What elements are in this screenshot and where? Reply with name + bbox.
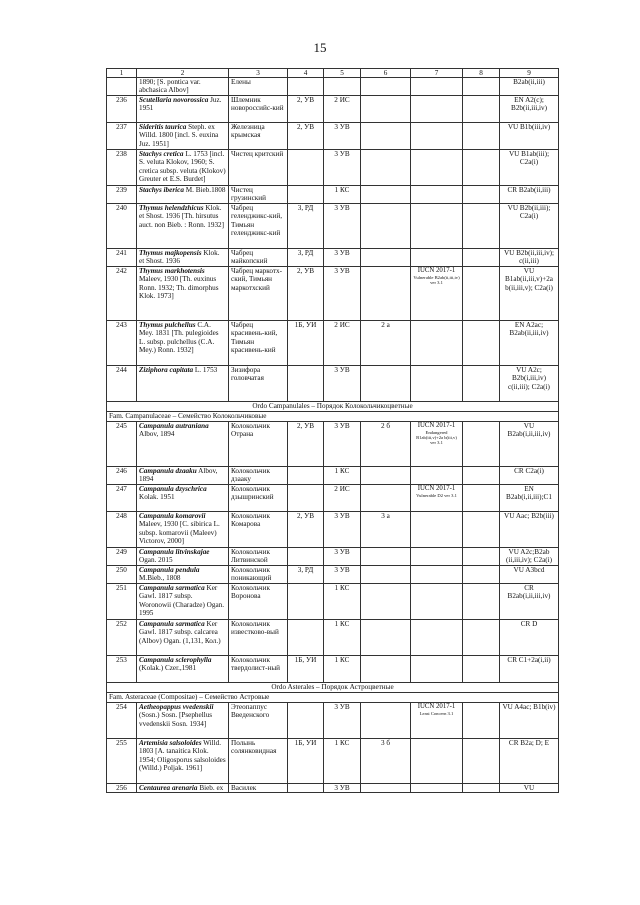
species-latin-name: Campanula autraniana	[139, 422, 209, 431]
latin-name-cell	[137, 784, 229, 793]
col-header: 9	[500, 69, 559, 78]
iucn-detail: Vulnerable B2ab(ii,iii,iv) ver 3.1	[413, 275, 460, 286]
latin-name-cell	[137, 739, 229, 784]
russian-name: Железница крымская	[229, 123, 288, 150]
latin-name-cell	[137, 96, 229, 123]
species-author: M.Bieb., 1808	[139, 574, 181, 583]
order-title: Ordo Asterales – Порядок Астроцветные	[107, 683, 559, 693]
status-col5: 3 УВ	[324, 566, 361, 584]
species-latin-name: Ziziphora capitata	[139, 366, 194, 375]
iucn-cell	[411, 467, 463, 485]
status-col5: 1 КС	[324, 620, 361, 656]
species-latin-name: Campanula sarmatica	[139, 584, 205, 593]
status-col8	[463, 78, 500, 96]
species-author: Klok. et Shost. 1936 [Th. hirsutus auct. non Bieb. : Ronn. 1932]	[139, 204, 225, 229]
category-cell: CR C2a(i)	[500, 467, 559, 485]
latin-name-cell	[137, 566, 229, 584]
status-col5: 3 УВ	[324, 150, 361, 186]
species-latin-name: Stachys cretica	[139, 150, 184, 159]
status-col6	[361, 620, 411, 656]
latin-name-cell	[137, 548, 229, 566]
species-latin-name: Campanula dzyschrica	[139, 485, 207, 494]
status-col4: 2, УВ	[288, 96, 324, 123]
status-col8	[463, 485, 500, 512]
status-col6	[361, 784, 411, 793]
table-row	[107, 150, 559, 186]
iucn-detail: Vulnerable D2 ver 3.1	[416, 493, 457, 499]
iucn-cell	[411, 422, 463, 467]
status-col5: 3 УВ	[324, 703, 361, 739]
page-number: 15	[313, 40, 327, 55]
status-col5: 3 УВ	[324, 267, 361, 321]
species-author: Maleev, 1930 [Th. euxinus Ronn. 1932; Th. dimorphus Klok. 1973]	[139, 275, 219, 300]
table-row	[107, 584, 559, 620]
status-col4	[288, 620, 324, 656]
col-header: 3	[229, 69, 288, 78]
row-number: 243	[107, 321, 137, 366]
species-author: L. 1753 [incl. S. velutа Klokov, 1960; S. cretica subsp. velutа (Klokov) Greuter et E.S. Burdet]	[139, 150, 226, 183]
species-author: M. Bieb.1808	[185, 186, 226, 195]
family-title: Fam. Campanulaceae – Семейство Колокольчиковые	[107, 412, 559, 422]
iucn-detail: Endangered B1ab(iii,v)+2a b(iii,v) ver 3.1	[416, 430, 457, 446]
category-cell: VU B1ab(iii); C2a(i)	[500, 150, 559, 186]
category-cell: VU A3bcd	[500, 566, 559, 584]
row-number: 245	[107, 422, 137, 467]
species-author: Klok. et Shost. 1936	[139, 249, 220, 266]
status-col6	[361, 467, 411, 485]
col-header: 4	[288, 69, 324, 78]
status-col4	[288, 703, 324, 739]
status-col8	[463, 422, 500, 467]
status-col4	[288, 584, 324, 620]
status-col4	[288, 784, 324, 793]
row-number: 252	[107, 620, 137, 656]
species-author: Ogan. 2015	[139, 556, 173, 565]
iucn-cell	[411, 267, 463, 321]
species-author: Albov, 1894	[139, 430, 175, 439]
iucn-cell	[411, 656, 463, 683]
status-col6	[361, 78, 411, 96]
iucn-cell	[411, 485, 463, 512]
category-cell: EN A2(c); B2b(ii,iii,iv)	[500, 96, 559, 123]
status-col4	[288, 186, 324, 204]
status-col4: 1Б, УИ	[288, 321, 324, 366]
iucn-label: IUCN 2017-1	[417, 267, 456, 275]
latin-name-cell	[137, 267, 229, 321]
iucn-cell	[411, 78, 463, 96]
category-cell: VU B2ab(i,ii,iii,iv)	[500, 422, 559, 467]
status-col8	[463, 150, 500, 186]
status-col4	[288, 548, 324, 566]
status-col6	[361, 703, 411, 739]
status-col8	[463, 620, 500, 656]
latin-name-cell	[137, 150, 229, 186]
status-col5: 1 КС	[324, 584, 361, 620]
status-col5: 3 УВ	[324, 784, 361, 793]
status-col6: 2 б	[361, 422, 411, 467]
latin-name-cell	[137, 656, 229, 683]
species-author: Ker Gawl. 1817 subsp. calcarea (Albov) Ogan. (1,131, Кол.)	[139, 620, 221, 645]
status-col4: 1Б, УИ	[288, 739, 324, 784]
status-col5: 3 УВ	[324, 204, 361, 249]
category-cell: VU A2c; B2b(i,iii,iv) c(ii,iii); C2a(i)	[500, 366, 559, 402]
russian-name: Колокольчик Комарова	[229, 512, 288, 548]
category-cell: VU A4ac; B1b(iv)	[500, 703, 559, 739]
status-col5: 2 ИС	[324, 321, 361, 366]
latin-name-cell	[137, 512, 229, 548]
status-col5: 1 КС	[324, 186, 361, 204]
status-col5: 3 УВ	[324, 512, 361, 548]
status-col8	[463, 656, 500, 683]
latin-name-cell	[137, 78, 229, 96]
status-col6	[361, 204, 411, 249]
species-latin-name: Campanula sclerophylla	[139, 656, 212, 665]
russian-name: Колокольчик Отрана	[229, 422, 288, 467]
table-row	[107, 512, 559, 548]
species-author: (Sosn.) Sosn. [Psephellus vvedenskii Sosn. 1934]	[139, 711, 213, 728]
russian-name: Колокольчик Воронова	[229, 584, 288, 620]
table-row	[107, 249, 559, 267]
species-author: (Kolak.) Czer.,1981	[139, 664, 197, 673]
row-number: 249	[107, 548, 137, 566]
status-col8	[463, 512, 500, 548]
row-number: 254	[107, 703, 137, 739]
section-row	[107, 402, 559, 412]
species-latin-name: Campanula dzaaku	[139, 467, 197, 476]
table-body	[107, 69, 559, 793]
species-author: Ker Gawl. 1817 subsp. Woronowii (Charadze) Ogan. 1995	[139, 584, 225, 617]
row-number: 240	[107, 204, 137, 249]
status-col4: 1Б, УИ	[288, 656, 324, 683]
iucn-cell	[411, 96, 463, 123]
species-author: Maleev, 1930 [C. sibirica L. subsp. komarovii (Maleev) Victorov, 2000]	[139, 520, 220, 545]
table-row	[107, 485, 559, 512]
category-cell: CR D	[500, 620, 559, 656]
iucn-cell	[411, 620, 463, 656]
russian-name: Чабрец геленджикс-кий, Тимьян геленджикс-кий	[229, 204, 288, 249]
russian-name: Колокольчик Литвинской	[229, 548, 288, 566]
status-col6: 2 а	[361, 321, 411, 366]
status-col5: 3 УВ	[324, 422, 361, 467]
col-header: 8	[463, 69, 500, 78]
row-number: 238	[107, 150, 137, 186]
col-header: 7	[411, 69, 463, 78]
species-latin-name: Sideritis taurica	[139, 123, 187, 132]
status-col8	[463, 566, 500, 584]
iucn-detail: Least Concern 3.1	[419, 711, 454, 717]
iucn-cell	[411, 321, 463, 366]
russian-name: Колокольчик известково-вый	[229, 620, 288, 656]
russian-name: Зизифора головчатая	[229, 366, 288, 402]
status-col6	[361, 123, 411, 150]
section-row	[107, 683, 559, 693]
species-author: Steph. ex Willd. 1800 [incl. S. euxina Juz. 1951]	[139, 123, 219, 148]
table-row	[107, 267, 559, 321]
status-col6	[361, 267, 411, 321]
status-col5: 3 УВ	[324, 249, 361, 267]
species-author: 1890; [S. pontica var. abchasica Albov]	[139, 78, 201, 95]
row-number: 236	[107, 96, 137, 123]
iucn-cell	[411, 784, 463, 793]
status-col4	[288, 150, 324, 186]
status-col6	[361, 186, 411, 204]
latin-name-cell	[137, 249, 229, 267]
status-col5: 1 КС	[324, 739, 361, 784]
table-row	[107, 566, 559, 584]
status-col8	[463, 548, 500, 566]
russian-name: Колокольчик дзааку	[229, 467, 288, 485]
russian-name: Колокольчик твердолист-ный	[229, 656, 288, 683]
status-col8	[463, 267, 500, 321]
header-row	[107, 69, 559, 78]
status-col8	[463, 96, 500, 123]
latin-name-cell	[137, 186, 229, 204]
category-cell: EN A2ac; B2ab(ii,iii,iv)	[500, 321, 559, 366]
latin-name-cell	[137, 467, 229, 485]
table-row	[107, 186, 559, 204]
status-col4: 3, РД	[288, 204, 324, 249]
russian-name: Чабрец майкопский	[229, 249, 288, 267]
iucn-cell	[411, 584, 463, 620]
iucn-cell	[411, 739, 463, 784]
status-col4	[288, 366, 324, 402]
status-col8	[463, 584, 500, 620]
status-col5: 3 УВ	[324, 366, 361, 402]
russian-name: Елены	[229, 78, 288, 96]
latin-name-cell	[137, 366, 229, 402]
status-col6	[361, 249, 411, 267]
species-latin-name: Aetheopappus vvedenskii	[139, 703, 214, 712]
iucn-cell	[411, 548, 463, 566]
row-number: 242	[107, 267, 137, 321]
species-latin-name: Centaurea arenaria	[139, 784, 198, 793]
species-latin-name: Campanula sarmatica	[139, 620, 205, 629]
status-col8	[463, 321, 500, 366]
status-col8	[463, 249, 500, 267]
iucn-cell	[411, 204, 463, 249]
status-col8	[463, 703, 500, 739]
table-row	[107, 78, 559, 96]
status-col5: 3 УВ	[324, 123, 361, 150]
species-author: Kolak. 1951	[139, 493, 175, 502]
row-number: 251	[107, 584, 137, 620]
status-col4: 2, УВ	[288, 512, 324, 548]
iucn-cell	[411, 366, 463, 402]
table-row	[107, 703, 559, 739]
table-row	[107, 366, 559, 402]
status-col8	[463, 186, 500, 204]
status-col8	[463, 123, 500, 150]
row-number: 248	[107, 512, 137, 548]
status-col8	[463, 784, 500, 793]
species-latin-name: Campanula litvinskajae	[139, 548, 210, 557]
species-author: Juz. 1951	[139, 96, 222, 113]
iucn-cell	[411, 186, 463, 204]
russian-name: Колокольчик поникающий	[229, 566, 288, 584]
latin-name-cell	[137, 485, 229, 512]
category-cell: B2ab(ii,iii)	[500, 78, 559, 96]
russian-name: Шлемник новороссийс-кий	[229, 96, 288, 123]
status-col5: 1 КС	[324, 467, 361, 485]
status-col5: 3 УВ	[324, 548, 361, 566]
family-title: Fam. Asteraceae (Compositae) – Семейство Астровые	[107, 693, 559, 703]
status-col6	[361, 566, 411, 584]
family-row	[107, 412, 559, 422]
category-cell: VU B2b(ii,iii); C2a(i)	[500, 204, 559, 249]
status-col4: 3, РД	[288, 566, 324, 584]
species-latin-name: Thymus markhotensis	[139, 267, 205, 276]
row-number: 253	[107, 656, 137, 683]
iucn-cell	[411, 512, 463, 548]
species-latin-name: Campanula pendula	[139, 566, 200, 575]
status-col4: 2, УВ	[288, 123, 324, 150]
iucn-label: IUCN 2017-1	[417, 485, 456, 493]
russian-name: Василек	[229, 784, 288, 793]
category-cell: VU	[500, 784, 559, 793]
row-number: 247	[107, 485, 137, 512]
species-author: Willd. 1803 [A. tanaitica Klok. 1954; Oligosporus salsoloides (Willd.) Poljak. 1961]	[139, 739, 226, 772]
category-cell: VU Aac; B2b(iii)	[500, 512, 559, 548]
table-row	[107, 656, 559, 683]
row-number: 237	[107, 123, 137, 150]
row-number: 256	[107, 784, 137, 793]
order-title: Ordo Campanulales – Порядок Колокольчикоцветные	[107, 402, 559, 412]
red-list-table	[106, 68, 559, 793]
status-col6	[361, 548, 411, 566]
species-latin-name: Campanula komarovii	[139, 512, 206, 521]
category-cell: CR C1+2a(i,ii)	[500, 656, 559, 683]
iucn-label: IUCN 2017-1	[417, 703, 456, 711]
status-col8	[463, 204, 500, 249]
status-col4: 2, УВ	[288, 422, 324, 467]
status-col6	[361, 485, 411, 512]
status-col4: 3, РД	[288, 249, 324, 267]
status-col4: 2, УВ	[288, 267, 324, 321]
category-cell: VU B1b(iii,iv)	[500, 123, 559, 150]
species-latin-name: Scutellaria novorossica	[139, 96, 209, 105]
row-number: 255	[107, 739, 137, 784]
family-row	[107, 693, 559, 703]
latin-name-cell	[137, 123, 229, 150]
table-row	[107, 620, 559, 656]
russian-name: Чабрец маркотх-ский, Тимьян маркотхский	[229, 267, 288, 321]
category-cell: CR B2a; D; E	[500, 739, 559, 784]
latin-name-cell	[137, 422, 229, 467]
latin-name-cell	[137, 620, 229, 656]
col-header: 5	[324, 69, 361, 78]
status-col5	[324, 78, 361, 96]
status-col8	[463, 366, 500, 402]
category-cell: EN B2ab(i,ii,iii);C1	[500, 485, 559, 512]
category-cell: VU A2c;B2ab (ii,iii,iv); C2a(i)	[500, 548, 559, 566]
russian-name: Колокольчик дзышринский	[229, 485, 288, 512]
iucn-cell	[411, 703, 463, 739]
status-col6	[361, 96, 411, 123]
russian-name: Чабрец красивень-кий, Тимьян красивень-кий	[229, 321, 288, 366]
latin-name-cell	[137, 204, 229, 249]
species-latin-name: Stachys iberica	[139, 186, 184, 195]
category-cell: VU B2b(ii,iii,iv); c(ii,iii)	[500, 249, 559, 267]
russian-name: Чистец критский	[229, 150, 288, 186]
species-latin-name: Thymus helendzhicus	[139, 204, 204, 213]
iucn-cell	[411, 249, 463, 267]
latin-name-cell	[137, 703, 229, 739]
species-author: Albov, 1894	[139, 467, 218, 484]
status-col4	[288, 78, 324, 96]
russian-name: Этеопаппус Введенского	[229, 703, 288, 739]
status-col6: 3 а	[361, 512, 411, 548]
status-col8	[463, 739, 500, 784]
status-col6	[361, 150, 411, 186]
iucn-cell	[411, 150, 463, 186]
status-col6: 3 б	[361, 739, 411, 784]
category-cell: CR B2ab(ii,iii)	[500, 186, 559, 204]
status-col6	[361, 366, 411, 402]
status-col5: 2 ИС	[324, 96, 361, 123]
row-number: 241	[107, 249, 137, 267]
col-header: 1	[107, 69, 137, 78]
status-col8	[463, 467, 500, 485]
species-author: Bieb. ex	[199, 784, 224, 793]
row-number: 239	[107, 186, 137, 204]
russian-name: Полынь солянковидная	[229, 739, 288, 784]
latin-name-cell	[137, 321, 229, 366]
iucn-cell	[411, 123, 463, 150]
category-cell: CR B2ab(i,ii,iii,iv)	[500, 584, 559, 620]
species-author: C.A. Mey. 1831 [Th. pulegioides L. subsp. pulchellus (C.A. Mey.) Ronn. 1932]	[139, 321, 219, 354]
table-row	[107, 467, 559, 485]
row-number: 250	[107, 566, 137, 584]
species-latin-name: Thymus pulchellus	[139, 321, 196, 330]
table-row	[107, 784, 559, 793]
species-author: L. 1753	[194, 366, 218, 375]
latin-name-cell	[137, 584, 229, 620]
table-row	[107, 321, 559, 366]
table-row	[107, 548, 559, 566]
species-latin-name: Thymus majkopensis	[139, 249, 202, 258]
status-col4	[288, 485, 324, 512]
iucn-label: IUCN 2017-1	[417, 422, 456, 430]
table-row	[107, 204, 559, 249]
status-col5: 2 ИС	[324, 485, 361, 512]
iucn-cell	[411, 566, 463, 584]
table-row	[107, 96, 559, 123]
status-col4	[288, 467, 324, 485]
table-row	[107, 739, 559, 784]
row-number: 246	[107, 467, 137, 485]
status-col6	[361, 584, 411, 620]
col-header: 6	[361, 69, 411, 78]
row-number: 244	[107, 366, 137, 402]
col-header: 2	[137, 69, 229, 78]
table-row	[107, 422, 559, 467]
status-col5: 1 КС	[324, 656, 361, 683]
category-cell: VU B1ab(ii,iii,v)+2a b(ii,iii,v); C2a(i)	[500, 267, 559, 321]
status-col6	[361, 656, 411, 683]
russian-name: Чистец грузинский	[229, 186, 288, 204]
table-row	[107, 123, 559, 150]
species-latin-name: Artemisia salsoloides	[139, 739, 202, 748]
row-number	[107, 78, 137, 96]
